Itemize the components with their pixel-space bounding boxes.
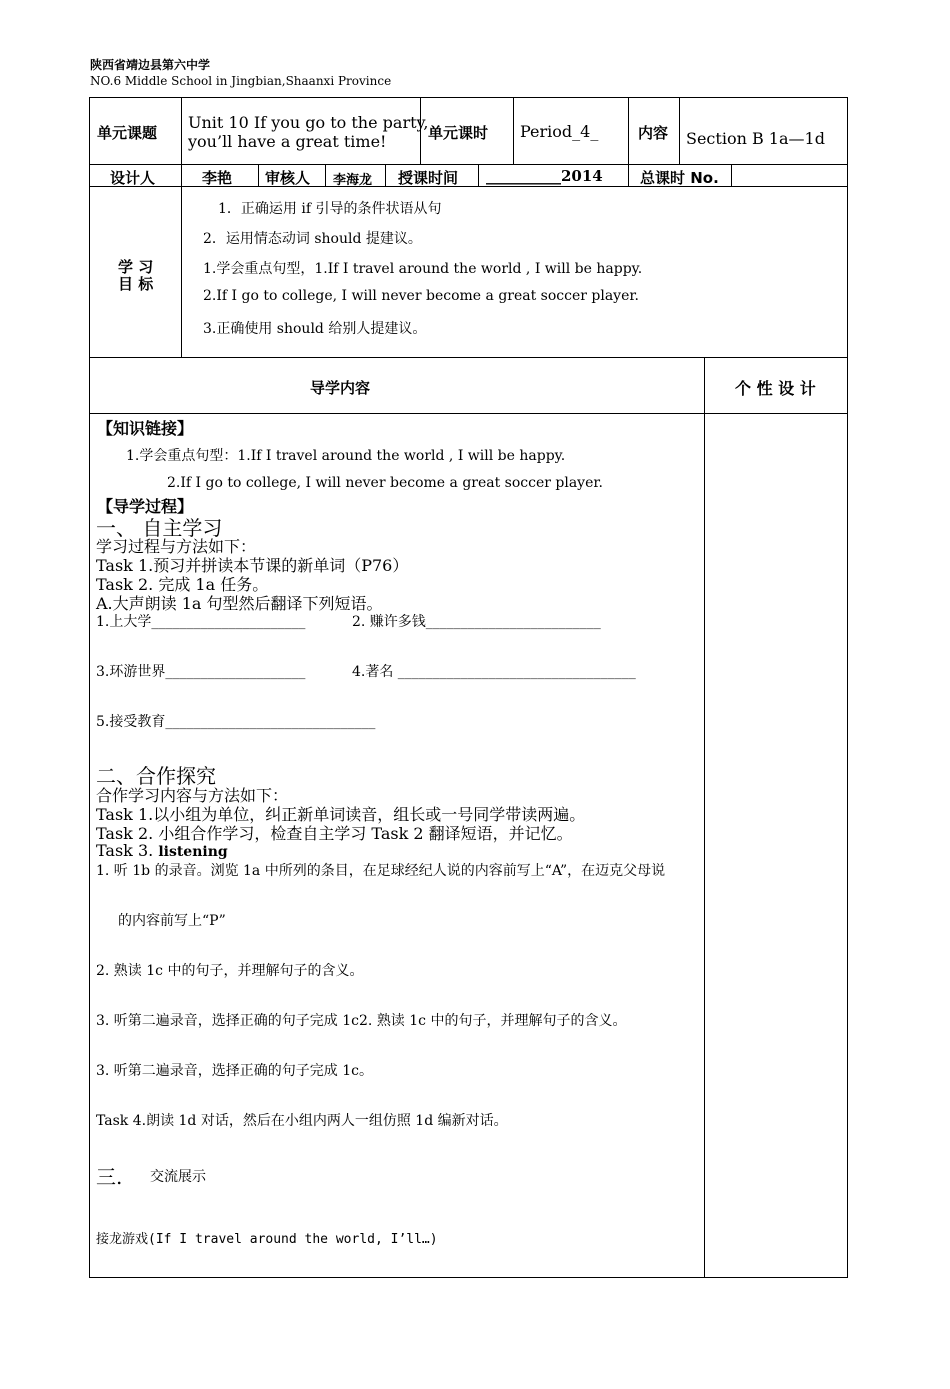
knowledge-link-title: 【知识链接】 [97, 419, 194, 438]
section3-number: 三. [96, 1165, 123, 1189]
phrase-item: 2. 赚许多钱_________________________ [352, 614, 601, 630]
objectives-label-line1: 学 习 [118, 258, 154, 276]
reviewer-value: 李海龙 [333, 173, 373, 188]
task-1: Task 1.预习并拼读本节课的新单词（P76） [96, 556, 409, 575]
unit-title-line1: Unit 10 If you go to the party, [188, 113, 429, 132]
cell-divider [325, 164, 326, 186]
cell-divider [628, 97, 629, 164]
school-name-cn: 陕西省靖边县第六中学 [90, 58, 211, 72]
objective-item: 1．正确运用 if 引导的条件状语从句 [218, 201, 442, 217]
content-value: Section B 1a—1d [686, 129, 825, 148]
listening-item: 的内容前写上“P” [118, 913, 226, 929]
phrase-item: 4.著名 __________________________________ [352, 664, 636, 680]
listening-item: 3. 听第二遍录音，选择正确的句子完成 1c2. 熟读 1c 中的句子，并理解句子的含义。 [96, 1013, 627, 1029]
section2-title: 二、合作探究 [96, 764, 216, 788]
designer-value: 李艳 [202, 169, 233, 187]
listening-item: 2. 熟读 1c 中的句子，并理解句子的含义。 [96, 963, 364, 979]
listening-item: 1. 听 1b 的录音。浏览 1a 中所列的条目，在足球经纪人说的内容前写上“A”，在迈克父母说 [96, 863, 666, 879]
process-title: 【导学过程】 [97, 497, 194, 516]
period-label: 单元课时 [428, 124, 489, 142]
knowledge-item: 2.If I go to college, I will never become a great soccer player. [167, 475, 603, 491]
cell-divider [181, 97, 182, 164]
section2-intro: 合作学习内容与方法如下： [96, 786, 289, 805]
coop-task-3-prefix: Task 3. [96, 841, 159, 860]
total-periods-label: 总课时 No. [640, 169, 719, 187]
coop-task-2: Task 2. 小组合作学习，检查自主学习 Task 2 翻译短语，并记忆。 [96, 824, 573, 843]
row-divider [89, 357, 848, 358]
phrase-item: 5.接受教育______________________________ [96, 714, 376, 730]
row-divider [89, 164, 848, 165]
section3-title: 交流展示 [150, 1169, 206, 1185]
objective-item: 1.学会重点句型，1.If I travel around the world , I will be happy. [203, 261, 643, 277]
phrase-item: 3.环游世界____________________ [96, 664, 306, 680]
coop-task-1: Task 1.以小组为单位，纠正新单词读音，组长或一号同学带读两遍。 [96, 805, 586, 824]
task-2: Task 2. 完成 1a 任务。 [96, 575, 269, 594]
section1-intro: 学习过程与方法如下： [96, 537, 257, 556]
cell-divider [513, 97, 514, 164]
cell-divider [385, 164, 386, 186]
reviewer-label: 审核人 [265, 169, 311, 187]
cell-divider [181, 186, 182, 357]
cell-divider [628, 164, 629, 186]
objectives-label-line2: 目 标 [118, 275, 154, 293]
unit-title-line2: you’ll have a great time! [188, 132, 387, 151]
unit-title-label: 单元课题 [97, 124, 158, 142]
knowledge-item: 1.学会重点句型：1.If I travel around the world , I will be happy. [126, 448, 566, 464]
task-4: Task 4.朗读 1d 对话，然后在小组内两人一组仿照 1d 编新对话。 [96, 1113, 508, 1129]
cell-divider [731, 164, 732, 186]
period-value: Period_4_ [520, 122, 599, 141]
teaching-time-label: 授课时间 [398, 169, 459, 187]
objective-item: 2．运用情态动词 should 提建议。 [203, 231, 422, 247]
section1-title: 一、 自主学习 [96, 516, 223, 540]
relay-game: 接龙游戏(If I travel around the world, I’ll…) [96, 1232, 438, 1247]
personal-design-heading: 个 性 设 计 [735, 379, 816, 398]
objective-item: 3.正确使用 should 给别人提建议。 [203, 321, 427, 337]
row-divider [89, 413, 848, 414]
cell-divider [181, 164, 182, 186]
phrase-item: 1.上大学______________________ [96, 614, 306, 630]
coop-task-3-listening: listening [158, 844, 228, 860]
objective-item: 2.If I go to college, I will never become a great soccer player. [203, 288, 639, 304]
guide-heading: 导学内容 [310, 379, 371, 397]
task-a: A.大声朗读 1a 句型然后翻译下列短语。 [96, 594, 383, 613]
designer-label: 设计人 [110, 169, 156, 187]
listening-item: 3. 听第二遍录音，选择正确的句子完成 1c。 [96, 1063, 374, 1079]
coop-task-3 [96, 841, 228, 860]
cell-divider [704, 357, 705, 1278]
school-name-en: NO.6 Middle School in Jingbian,Shaanxi Province [90, 74, 392, 88]
cell-divider [258, 164, 259, 186]
cell-divider [679, 97, 680, 164]
teaching-time-value: __________2014 [486, 167, 603, 185]
content-label: 内容 [638, 124, 669, 142]
cell-divider [478, 164, 479, 186]
